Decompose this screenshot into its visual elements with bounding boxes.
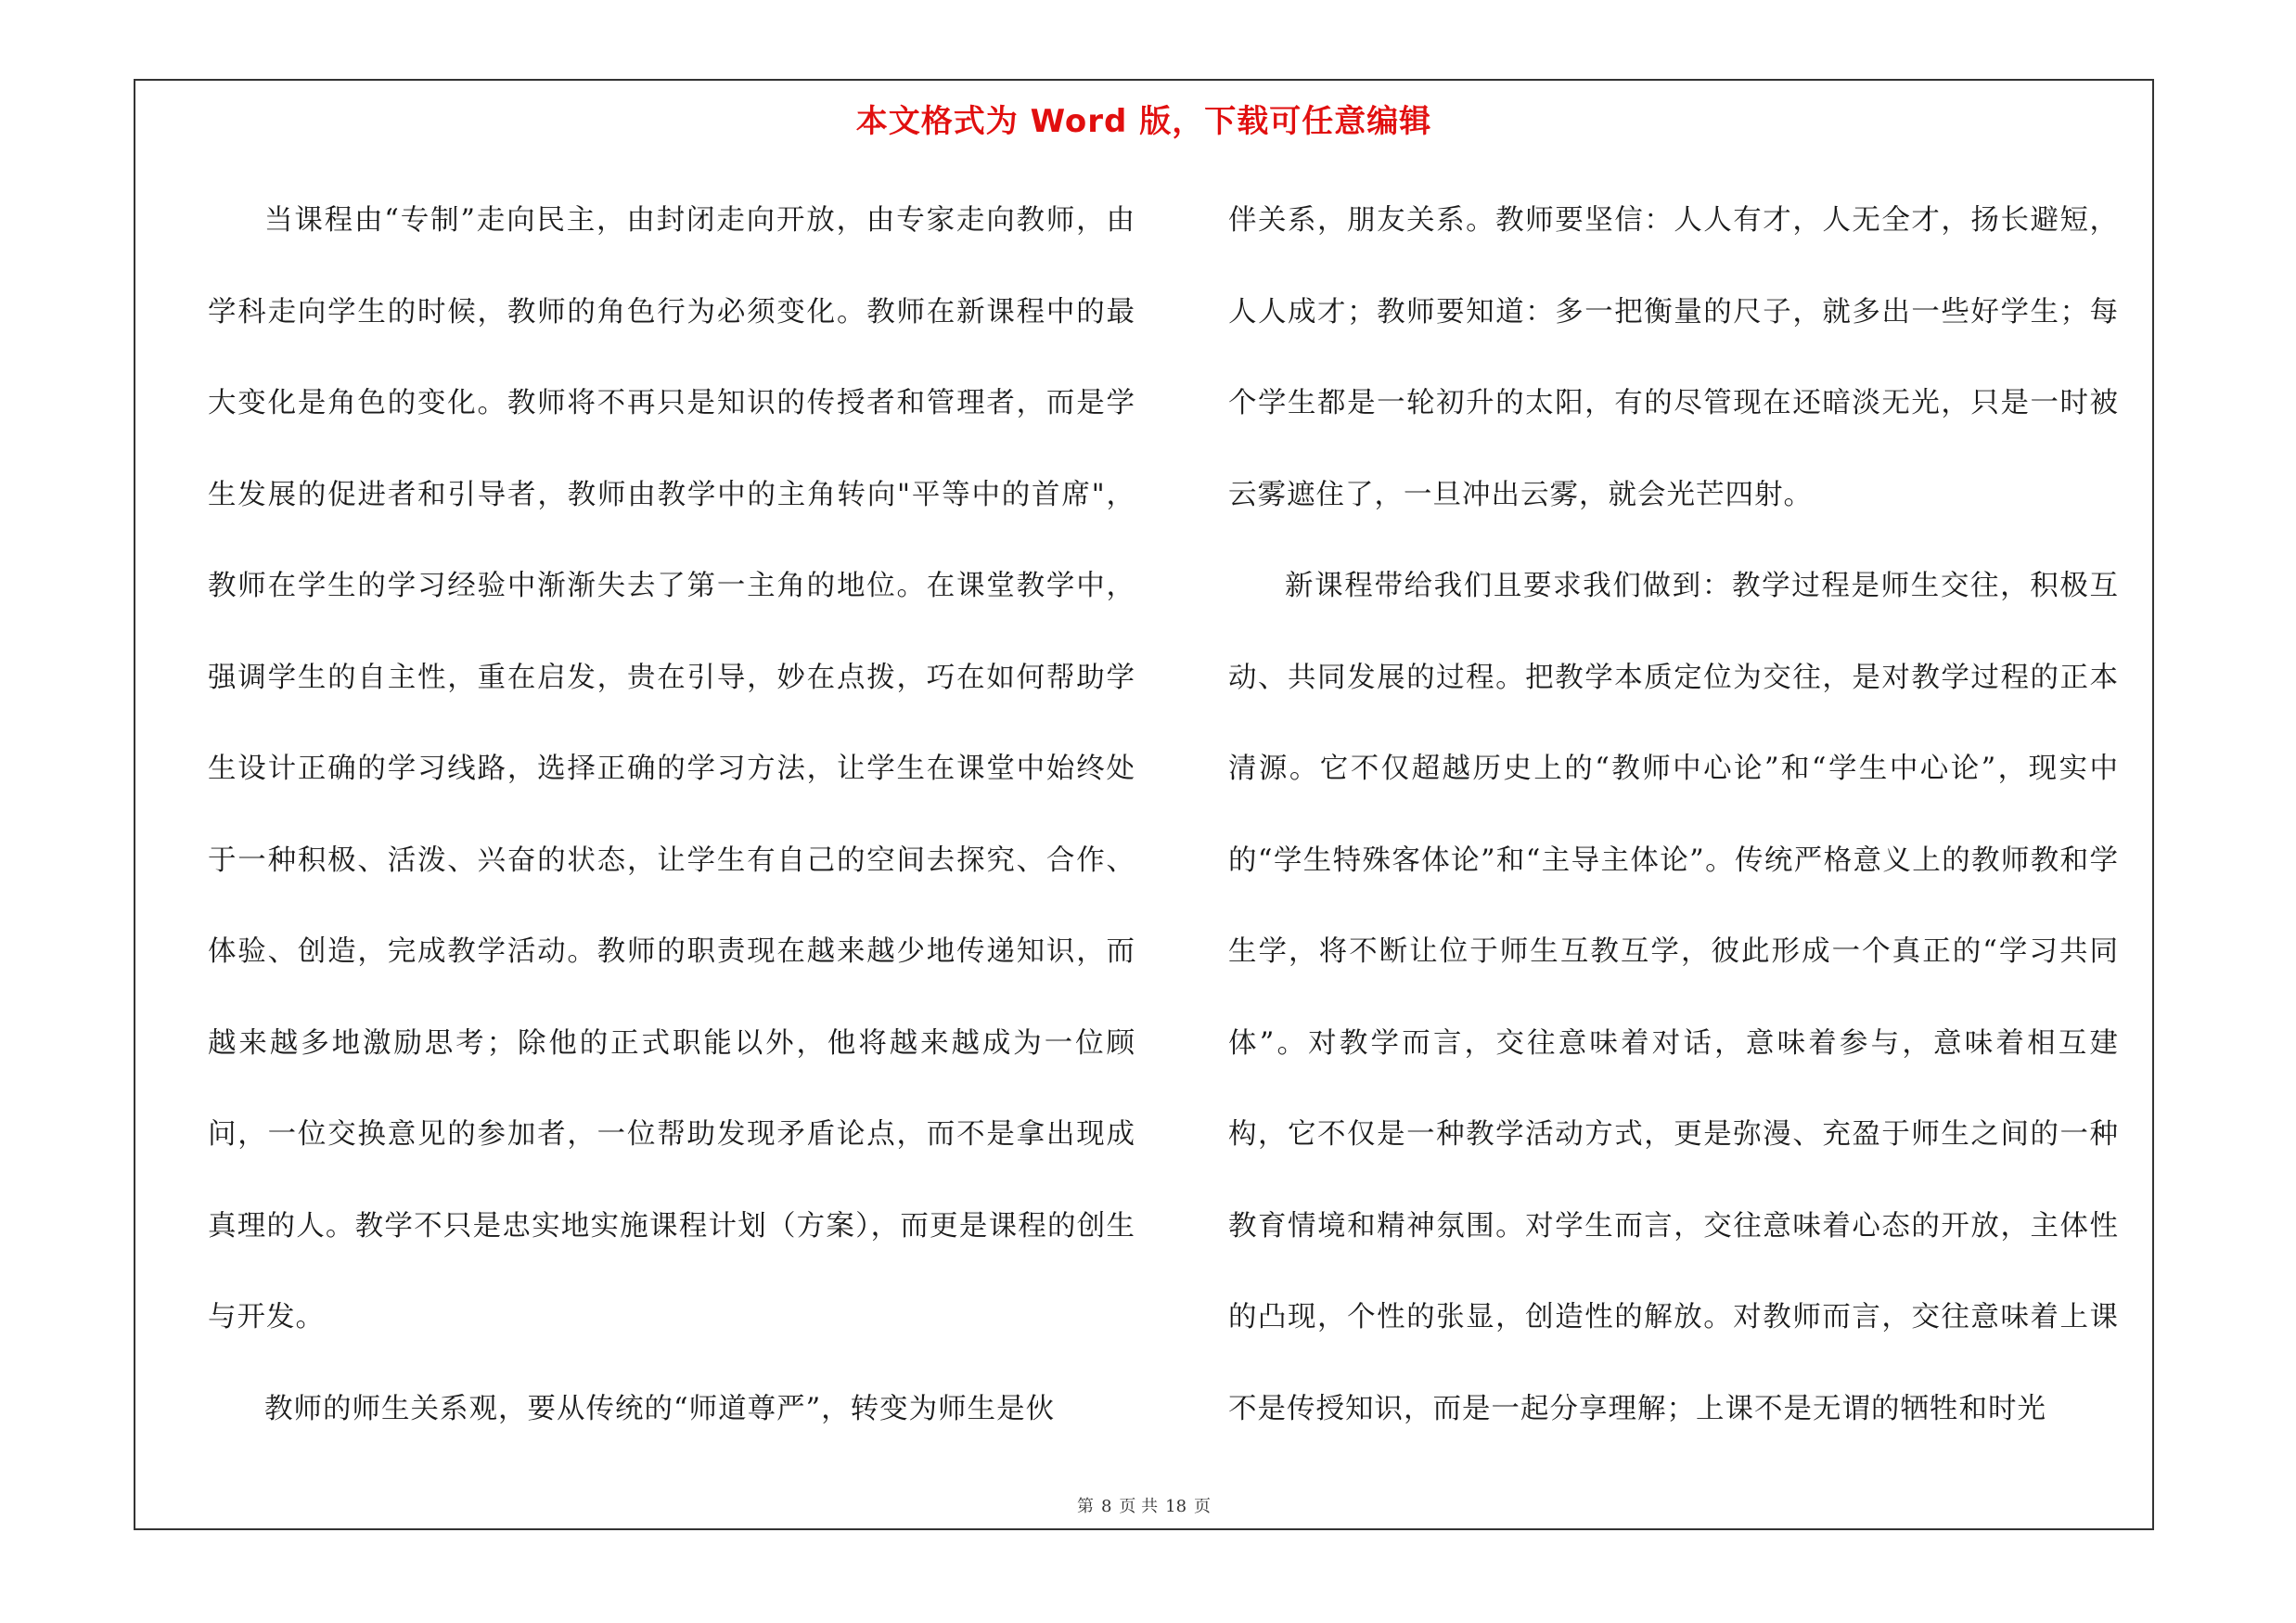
current-page: 8 bbox=[1100, 1497, 1112, 1516]
left-text-column bbox=[208, 175, 1135, 1455]
right-text-column bbox=[1228, 175, 2119, 1455]
paragraph-3: 新课程带给我们且要求我们做到：教学过程是师生交往，积极互动、共同发展的过程。把教学本质定位为交往，是对教学过程的正本清源。它不仅超越历史上的“教师中心论”和“学生中心论”，现实中的“学生特殊客体论”和“主导主体论”。传统严格意义上的教师教和学生学，将不断让位于师生互教互学，彼此形成一个真正的“学习共同体”。对教学而言，交往意味着对话，意味着参与，意味着相互建构，它不仅是一种教学活动方式，更是弥漫、充盈于师生之间的一种教育情境和精神氛围。对学生而言，交往意味着心态的开放，主体性的凸现，个性的张显，创造性的解放。对教师而言，交往意味着上课不是传授知识，而是一起分享理解；上课不是无谓的牺牲和时光 bbox=[1228, 570, 2119, 1425]
document-page bbox=[134, 79, 2154, 1530]
paragraph-2-continued: 伴关系，朋友关系。教师要坚信：人人有才，人无全才，扬长避短，人人成才；教师要知道：多一把衡量的尺子，就多出一些好学生；每个学生都是一轮初升的太阳，有的尽管现在还暗淡无光，只是一时被云雾遮住了，一旦冲出云雾，就会光芒四射。 bbox=[1228, 204, 2119, 511]
paragraph-1: 当课程由“专制”走向民主，由封闭走向开放，由专家走向教师，由学科走向学生的时候，教师的角色行为必须变化。教师在新课程中的最大变化是角色的变化。教师将不再只是知识的传授者和管理者，而是学生发展的促进者和引导者，教师由教学中的主角转向"平等中的首席"，教师在学生的学习经验中渐渐失去了第一主角的地位。在课堂教学中，强调学生的自主性，重在启发，贵在引导，妙在点拨，巧在如何帮助学生设计正确的学习线路，选择正确的学习方法，让学生在课堂中始终处于一种积极、活泼、兴奋的状态，让学生有自己的空间去探究、合作、体验、创造，完成教学活动。教师的职责现在越来越少地传递知识，而越来越多地激励思考；除他的正式职能以外，他将越来越成为一位顾问，一位交换意见的参加者，一位帮助发现矛盾论点，而不是拿出现成真理的人。教学不只是忠实地实施课程计划（方案），而更是课程的创生与开发。 bbox=[208, 204, 1135, 1333]
page-label-prefix: 第 bbox=[1076, 1497, 1094, 1516]
word-format-banner: 本文格式为 Word 版，下载可任意编辑 bbox=[855, 103, 1432, 140]
page-label-suffix: 页 bbox=[1194, 1497, 1212, 1516]
page-label-mid: 页 共 bbox=[1119, 1497, 1159, 1516]
page-number bbox=[135, 1493, 2152, 1517]
paragraph-2: 教师的师生关系观，要从传统的“师道尊严”，转变为师生是伙 bbox=[264, 1392, 1056, 1425]
total-pages: 18 bbox=[1165, 1497, 1187, 1516]
